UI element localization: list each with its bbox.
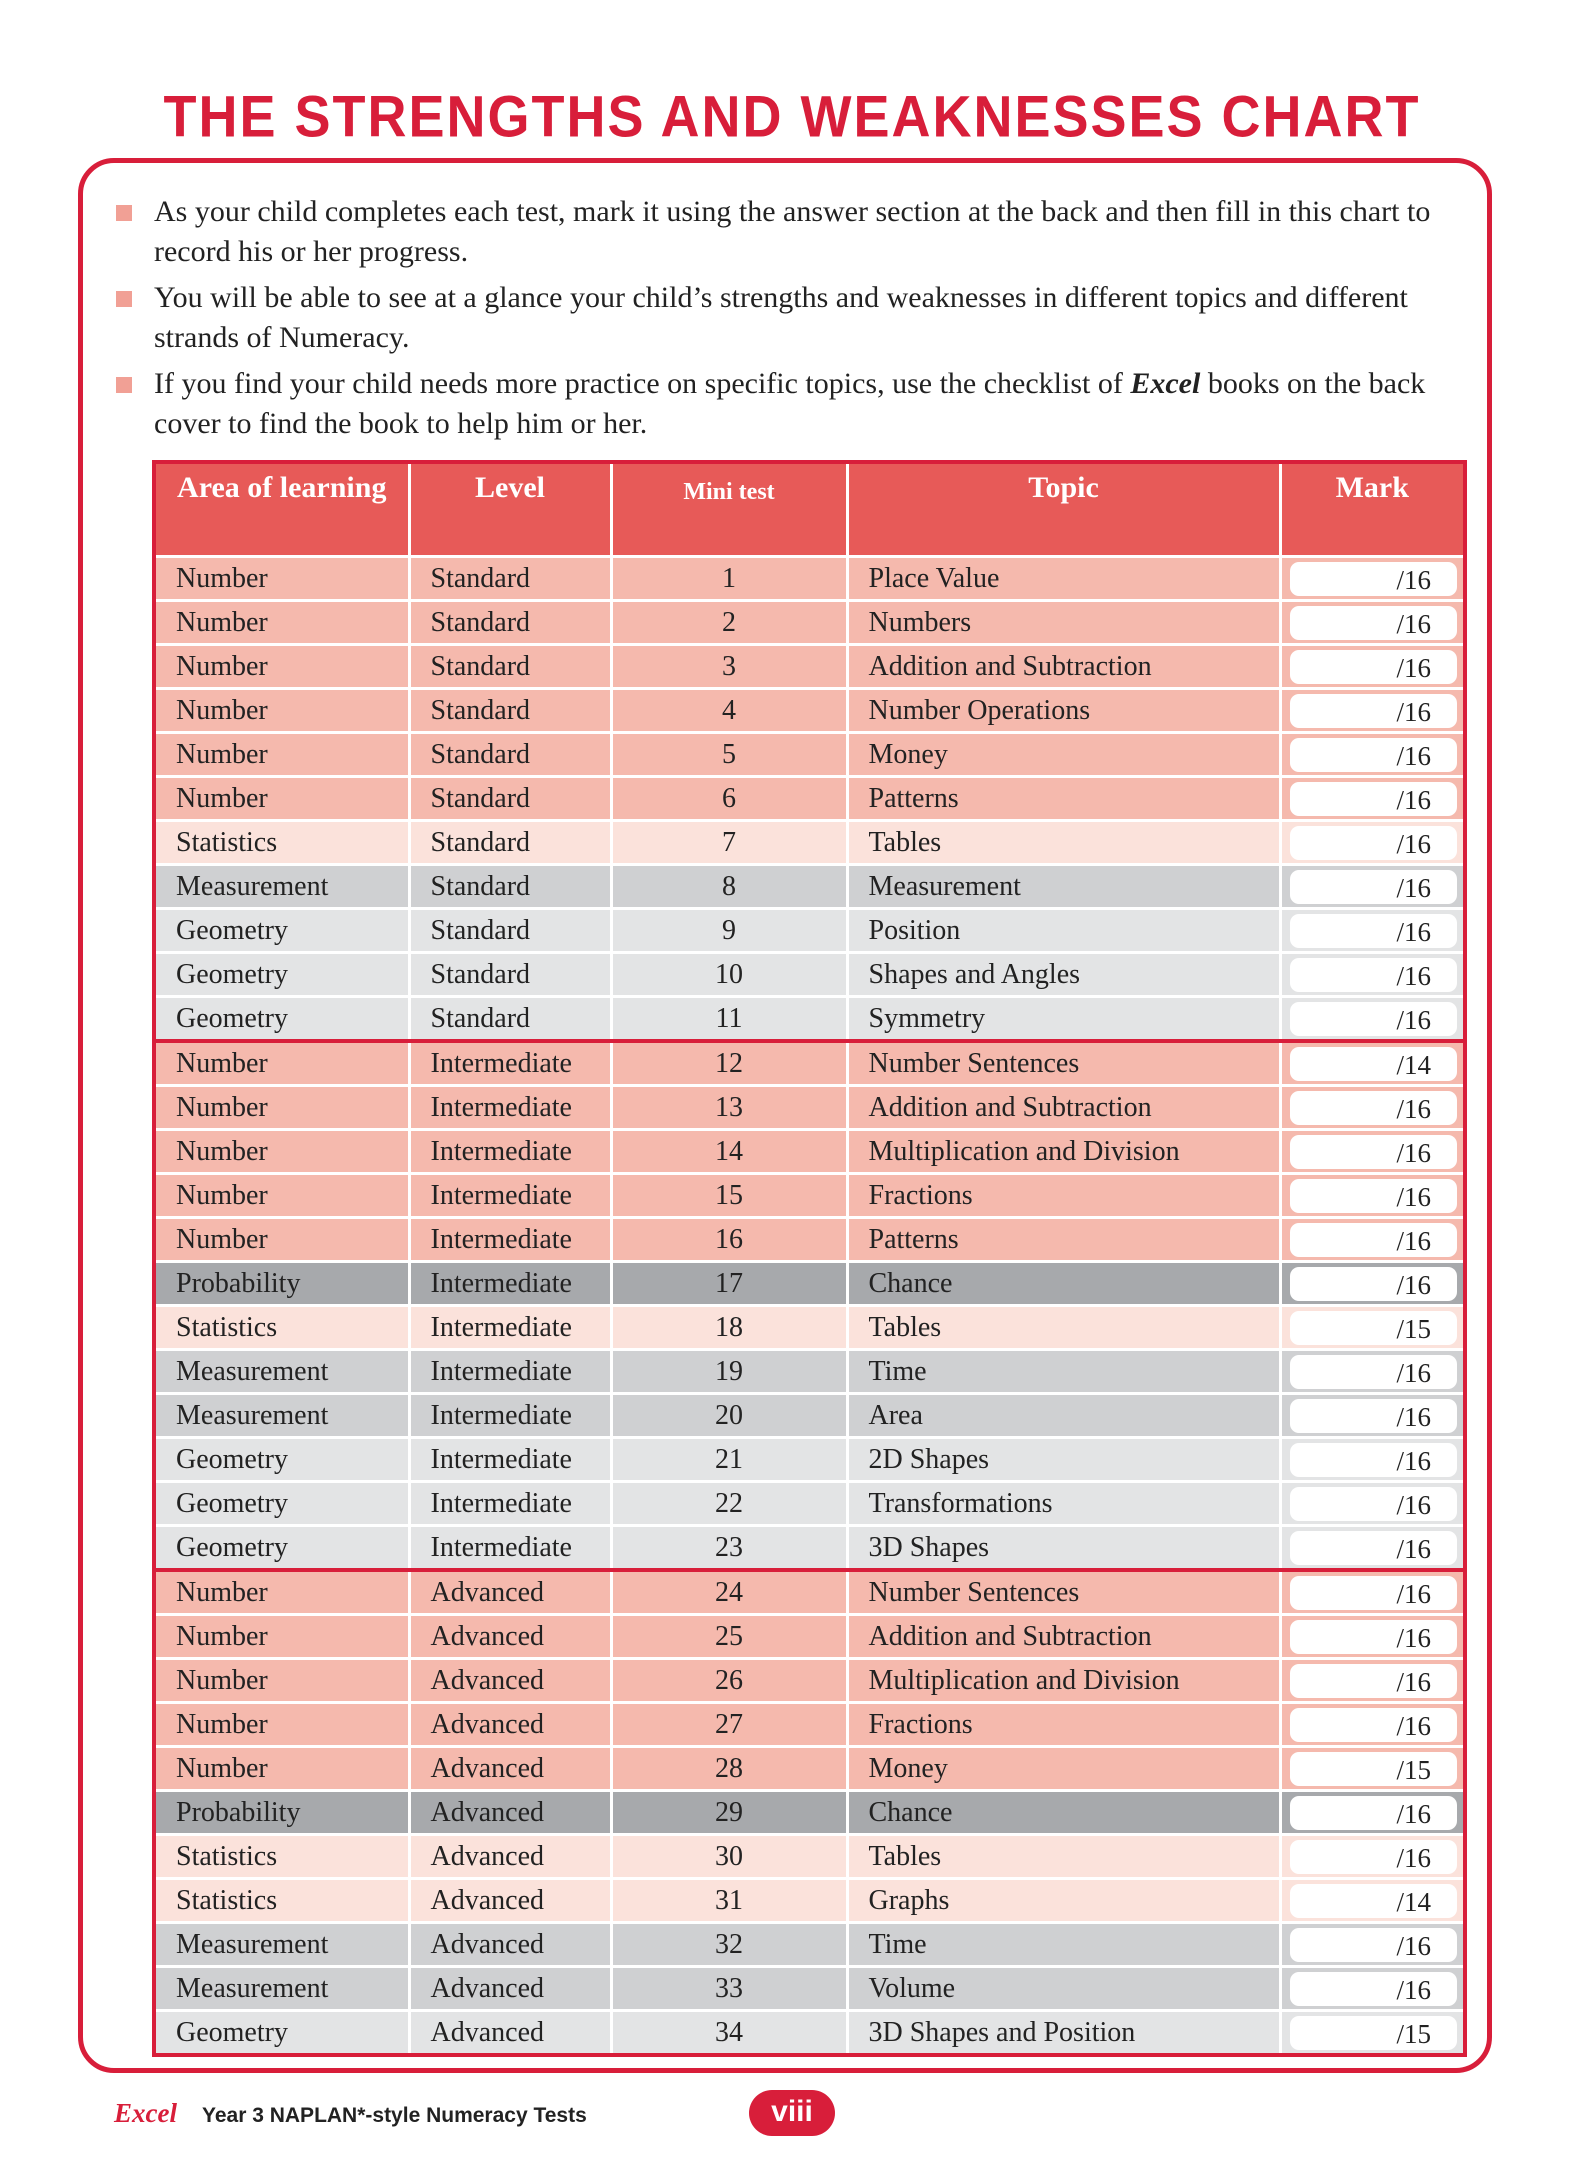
cell-mark (1280, 1482, 1465, 1526)
cell-mini-test: 26 (611, 1659, 847, 1703)
cell-topic: 3D Shapes (847, 1526, 1280, 1571)
cell-area: Number (154, 1174, 409, 1218)
cell-level: Standard (409, 953, 611, 997)
cell-mark (1280, 1703, 1465, 1747)
cell-area: Measurement (154, 1350, 409, 1394)
cell-area: Number (154, 1703, 409, 1747)
cell-topic: Fractions (847, 1703, 1280, 1747)
mark-entry-box[interactable]: /16 (1290, 650, 1458, 684)
cell-area: Number (154, 1659, 409, 1703)
table-row (154, 909, 1465, 953)
table-body (154, 557, 1465, 2056)
cell-level: Advanced (409, 1615, 611, 1659)
cell-area: Measurement (154, 1967, 409, 2011)
cell-mini-test: 13 (611, 1086, 847, 1130)
cell-area: Number (154, 1086, 409, 1130)
table-row (154, 1747, 1465, 1791)
cell-level: Intermediate (409, 1526, 611, 1571)
cell-level: Advanced (409, 1703, 611, 1747)
cell-level: Standard (409, 865, 611, 909)
cell-mini-test: 11 (611, 997, 847, 1042)
mark-entry-box[interactable]: /16 (1290, 1620, 1458, 1654)
table-row (154, 1615, 1465, 1659)
cell-topic: 3D Shapes and Position (847, 2011, 1280, 2056)
cell-level: Intermediate (409, 1482, 611, 1526)
cell-mark (1280, 953, 1465, 997)
cell-topic: Patterns (847, 1218, 1280, 1262)
table-row (154, 1350, 1465, 1394)
cell-mini-test: 28 (611, 1747, 847, 1791)
cell-topic: Chance (847, 1262, 1280, 1306)
table-row (154, 1570, 1465, 1615)
cell-topic: Time (847, 1923, 1280, 1967)
table-row (154, 1879, 1465, 1923)
cell-mark (1280, 601, 1465, 645)
mark-entry-box[interactable]: /15 (1290, 1752, 1458, 1786)
table-row (154, 953, 1465, 997)
cell-mini-test: 22 (611, 1482, 847, 1526)
cell-topic: 2D Shapes (847, 1438, 1280, 1482)
cell-area: Number (154, 1615, 409, 1659)
cell-mark (1280, 1086, 1465, 1130)
cell-mark (1280, 865, 1465, 909)
cell-level: Advanced (409, 1659, 611, 1703)
cell-mini-test: 34 (611, 2011, 847, 2056)
cell-mark (1280, 1835, 1465, 1879)
page-number-badge: viii (749, 2090, 835, 2136)
mark-entry-box[interactable]: /14 (1290, 1884, 1458, 1918)
cell-topic: Addition and Subtraction (847, 1086, 1280, 1130)
cell-topic: Tables (847, 1306, 1280, 1350)
cell-level: Intermediate (409, 1174, 611, 1218)
cell-level: Advanced (409, 1835, 611, 1879)
cell-area: Number (154, 1747, 409, 1791)
cell-mini-test: 29 (611, 1791, 847, 1835)
mark-entry-box[interactable]: /15 (1290, 1311, 1458, 1345)
cell-topic: Tables (847, 1835, 1280, 1879)
cell-level: Standard (409, 557, 611, 601)
cell-level: Intermediate (409, 1306, 611, 1350)
cell-topic: Fractions (847, 1174, 1280, 1218)
cell-level: Advanced (409, 1570, 611, 1615)
cell-level: Intermediate (409, 1130, 611, 1174)
cell-mark (1280, 909, 1465, 953)
mark-entry-box[interactable]: /16 (1290, 1487, 1458, 1521)
table-row (154, 1659, 1465, 1703)
cell-level: Standard (409, 601, 611, 645)
cell-level: Intermediate (409, 1438, 611, 1482)
cell-area: Number (154, 645, 409, 689)
cell-level: Intermediate (409, 1350, 611, 1394)
cell-topic: Symmetry (847, 997, 1280, 1042)
cell-mark (1280, 1174, 1465, 1218)
table-row (154, 1482, 1465, 1526)
mark-entry-box[interactable]: /16 (1290, 1091, 1458, 1125)
mark-entry-box[interactable]: /15 (1290, 2016, 1458, 2050)
cell-topic: Area (847, 1394, 1280, 1438)
cell-topic: Volume (847, 1967, 1280, 2011)
mark-entry-box[interactable]: /16 (1290, 1796, 1458, 1830)
cell-mini-test: 27 (611, 1703, 847, 1747)
cell-mini-test: 33 (611, 1967, 847, 2011)
cell-topic: Multiplication and Division (847, 1659, 1280, 1703)
table-row (154, 1967, 1465, 2011)
cell-mark (1280, 1967, 1465, 2011)
cell-mini-test: 9 (611, 909, 847, 953)
cell-mini-test: 10 (611, 953, 847, 997)
cell-mark (1280, 645, 1465, 689)
table-header-row (154, 462, 1465, 557)
cell-topic: Numbers (847, 601, 1280, 645)
mark-entry-box[interactable]: /16 (1290, 914, 1458, 948)
table-row (154, 1835, 1465, 1879)
table-row (154, 1262, 1465, 1306)
table-row (154, 1923, 1465, 1967)
cell-topic: Money (847, 1747, 1280, 1791)
footer-brand-logo: Excel (114, 2098, 177, 2128)
mark-entry-box[interactable]: /16 (1290, 1399, 1458, 1433)
cell-topic: Number Operations (847, 689, 1280, 733)
cell-area: Number (154, 1570, 409, 1615)
cell-area: Number (154, 557, 409, 601)
cell-area: Statistics (154, 821, 409, 865)
table-row (154, 645, 1465, 689)
cell-mini-test: 30 (611, 1835, 847, 1879)
cell-mini-test: 21 (611, 1438, 847, 1482)
instruction-item (112, 364, 1472, 444)
cell-topic: Multiplication and Division (847, 1130, 1280, 1174)
excel-brand-inline: Excel (1130, 367, 1201, 400)
cell-topic: Patterns (847, 777, 1280, 821)
cell-mark (1280, 557, 1465, 601)
cell-topic: Number Sentences (847, 1041, 1280, 1086)
cell-mark (1280, 1438, 1465, 1482)
mark-entry-box[interactable]: /16 (1290, 1840, 1458, 1874)
table-row (154, 557, 1465, 601)
header-mini-test: Mini test (611, 462, 847, 557)
cell-mini-test: 1 (611, 557, 847, 601)
cell-area: Statistics (154, 1835, 409, 1879)
cell-mark (1280, 733, 1465, 777)
cell-topic: Graphs (847, 1879, 1280, 1923)
page-title: THE STRENGTHS AND WEAKNESSES CHART (163, 84, 1421, 150)
cell-area: Measurement (154, 865, 409, 909)
mark-entry-box[interactable]: /16 (1290, 1179, 1458, 1213)
cell-mini-test: 32 (611, 1923, 847, 1967)
cell-level: Advanced (409, 2011, 611, 2056)
cell-level: Intermediate (409, 1262, 611, 1306)
table-row (154, 1526, 1465, 1571)
cell-mark (1280, 2011, 1465, 2056)
table-row (154, 1394, 1465, 1438)
cell-mark (1280, 1526, 1465, 1571)
cell-level: Standard (409, 821, 611, 865)
cell-topic: Time (847, 1350, 1280, 1394)
cell-area: Geometry (154, 2011, 409, 2056)
cell-topic: Position (847, 909, 1280, 953)
cell-mark (1280, 1218, 1465, 1262)
mark-entry-box[interactable]: /16 (1290, 826, 1458, 860)
table-row (154, 601, 1465, 645)
cell-level: Intermediate (409, 1041, 611, 1086)
mark-entry-box[interactable]: /16 (1290, 1928, 1458, 1962)
cell-area: Geometry (154, 1438, 409, 1482)
cell-area: Number (154, 777, 409, 821)
cell-mini-test: 31 (611, 1879, 847, 1923)
mark-entry-box[interactable]: /16 (1290, 1355, 1458, 1389)
cell-level: Advanced (409, 1967, 611, 2011)
cell-mark (1280, 1791, 1465, 1835)
cell-topic: Addition and Subtraction (847, 645, 1280, 689)
cell-area: Statistics (154, 1879, 409, 1923)
table-row (154, 1174, 1465, 1218)
cell-topic: Shapes and Angles (847, 953, 1280, 997)
cell-mini-test: 18 (611, 1306, 847, 1350)
cell-mark (1280, 821, 1465, 865)
header-level: Level (409, 462, 611, 557)
mark-entry-box[interactable]: /16 (1290, 1531, 1458, 1565)
cell-topic: Chance (847, 1791, 1280, 1835)
instruction-text: If you find your child needs more practice on specific topics, use the checklist of (154, 367, 1131, 400)
cell-mini-test: 25 (611, 1615, 847, 1659)
mark-entry-box[interactable]: /16 (1290, 1223, 1458, 1257)
cell-topic: Transformations (847, 1482, 1280, 1526)
table-row (154, 821, 1465, 865)
mark-entry-box[interactable]: /16 (1290, 1972, 1458, 2006)
table-row (154, 733, 1465, 777)
table-row (154, 1218, 1465, 1262)
cell-level: Standard (409, 777, 611, 821)
table-row (154, 1130, 1465, 1174)
table-row (154, 689, 1465, 733)
cell-mark (1280, 1130, 1465, 1174)
cell-mark (1280, 1879, 1465, 1923)
table-row (154, 2011, 1465, 2056)
cell-mini-test: 12 (611, 1041, 847, 1086)
table-row (154, 1306, 1465, 1350)
cell-level: Advanced (409, 1879, 611, 1923)
instruction-text: You will be able to see at a glance your child’s strengths and weaknesses in different topics and different strands of Numeracy. (154, 281, 1408, 354)
table-row (154, 1041, 1465, 1086)
cell-mark (1280, 1394, 1465, 1438)
cell-mark (1280, 1306, 1465, 1350)
cell-area: Number (154, 601, 409, 645)
cell-area: Measurement (154, 1394, 409, 1438)
header-mark: Mark (1280, 462, 1465, 557)
mark-entry-box[interactable]: /16 (1290, 1135, 1458, 1169)
cell-level: Intermediate (409, 1394, 611, 1438)
instruction-text: As your child completes each test, mark it using the answer section at the back and then fill in this chart to record his or her progress. (154, 195, 1431, 268)
table-row (154, 865, 1465, 909)
mark-entry-box[interactable]: /16 (1290, 782, 1458, 816)
table-row (154, 777, 1465, 821)
cell-mini-test: 5 (611, 733, 847, 777)
cell-level: Advanced (409, 1923, 611, 1967)
cell-level: Standard (409, 733, 611, 777)
cell-mini-test: 8 (611, 865, 847, 909)
bullet-square-icon (116, 291, 132, 307)
cell-area: Number (154, 689, 409, 733)
cell-mark (1280, 1350, 1465, 1394)
cell-mark (1280, 1747, 1465, 1791)
mark-entry-box[interactable]: /16 (1290, 870, 1458, 904)
mark-entry-box[interactable]: /16 (1290, 1267, 1458, 1301)
instructions-list (112, 192, 1472, 450)
mark-entry-box[interactable]: /16 (1290, 562, 1458, 596)
cell-topic: Place Value (847, 557, 1280, 601)
cell-mark (1280, 1659, 1465, 1703)
mark-entry-box[interactable]: /16 (1290, 1443, 1458, 1477)
mark-entry-box[interactable]: /16 (1290, 1664, 1458, 1698)
cell-mark (1280, 1041, 1465, 1086)
cell-mini-test: 16 (611, 1218, 847, 1262)
cell-mini-test: 19 (611, 1350, 847, 1394)
footer-book-title: Year 3 NAPLAN*-style Numeracy Tests (202, 2104, 587, 2127)
cell-mini-test: 15 (611, 1174, 847, 1218)
cell-mini-test: 6 (611, 777, 847, 821)
cell-area: Number (154, 1041, 409, 1086)
table-row (154, 1791, 1465, 1835)
mark-entry-box[interactable]: /16 (1290, 738, 1458, 772)
mark-entry-box[interactable]: /16 (1290, 1708, 1458, 1742)
cell-topic: Measurement (847, 865, 1280, 909)
cell-level: Intermediate (409, 1218, 611, 1262)
cell-area: Number (154, 733, 409, 777)
instruction-item (112, 278, 1472, 358)
mark-entry-box[interactable]: /16 (1290, 1576, 1458, 1610)
cell-mini-test: 7 (611, 821, 847, 865)
cell-area: Number (154, 1130, 409, 1174)
header-topic: Topic (847, 462, 1280, 557)
cell-level: Advanced (409, 1791, 611, 1835)
cell-area: Geometry (154, 1526, 409, 1571)
cell-mini-test: 17 (611, 1262, 847, 1306)
table-row (154, 1703, 1465, 1747)
header-area: Area of learning (154, 462, 409, 557)
cell-level: Advanced (409, 1747, 611, 1791)
cell-mini-test: 23 (611, 1526, 847, 1571)
cell-mini-test: 24 (611, 1570, 847, 1615)
cell-area: Probability (154, 1262, 409, 1306)
cell-mark (1280, 1615, 1465, 1659)
cell-area: Measurement (154, 1923, 409, 1967)
mark-entry-box[interactable]: /16 (1290, 694, 1458, 728)
strengths-weaknesses-table (152, 460, 1467, 2057)
mark-entry-box[interactable]: /16 (1290, 606, 1458, 640)
cell-level: Intermediate (409, 1086, 611, 1130)
cell-level: Standard (409, 689, 611, 733)
bullet-square-icon (116, 377, 132, 393)
table-row (154, 1086, 1465, 1130)
cell-topic: Number Sentences (847, 1570, 1280, 1615)
cell-mark (1280, 997, 1465, 1042)
cell-mini-test: 14 (611, 1130, 847, 1174)
mark-entry-box[interactable]: /16 (1290, 958, 1458, 992)
mark-entry-box[interactable]: /16 (1290, 1002, 1458, 1036)
cell-topic: Addition and Subtraction (847, 1615, 1280, 1659)
cell-area: Probability (154, 1791, 409, 1835)
cell-topic: Tables (847, 821, 1280, 865)
cell-mark (1280, 689, 1465, 733)
table-row (154, 1438, 1465, 1482)
cell-mini-test: 20 (611, 1394, 847, 1438)
cell-area: Geometry (154, 909, 409, 953)
instruction-text: books on the back cover to find the book to help him or her. (154, 367, 1426, 440)
cell-area: Geometry (154, 1482, 409, 1526)
cell-level: Standard (409, 645, 611, 689)
cell-mark (1280, 1923, 1465, 1967)
cell-area: Statistics (154, 1306, 409, 1350)
cell-topic: Money (847, 733, 1280, 777)
mark-entry-box[interactable]: /14 (1290, 1047, 1458, 1081)
cell-mini-test: 4 (611, 689, 847, 733)
cell-area: Geometry (154, 997, 409, 1042)
cell-mark (1280, 1570, 1465, 1615)
cell-area: Number (154, 1218, 409, 1262)
cell-level: Standard (409, 997, 611, 1042)
cell-mark (1280, 1262, 1465, 1306)
bullet-square-icon (116, 205, 132, 221)
cell-mini-test: 2 (611, 601, 847, 645)
table-row (154, 997, 1465, 1042)
cell-area: Geometry (154, 953, 409, 997)
cell-mark (1280, 777, 1465, 821)
cell-mini-test: 3 (611, 645, 847, 689)
instruction-item (112, 192, 1472, 272)
cell-level: Standard (409, 909, 611, 953)
